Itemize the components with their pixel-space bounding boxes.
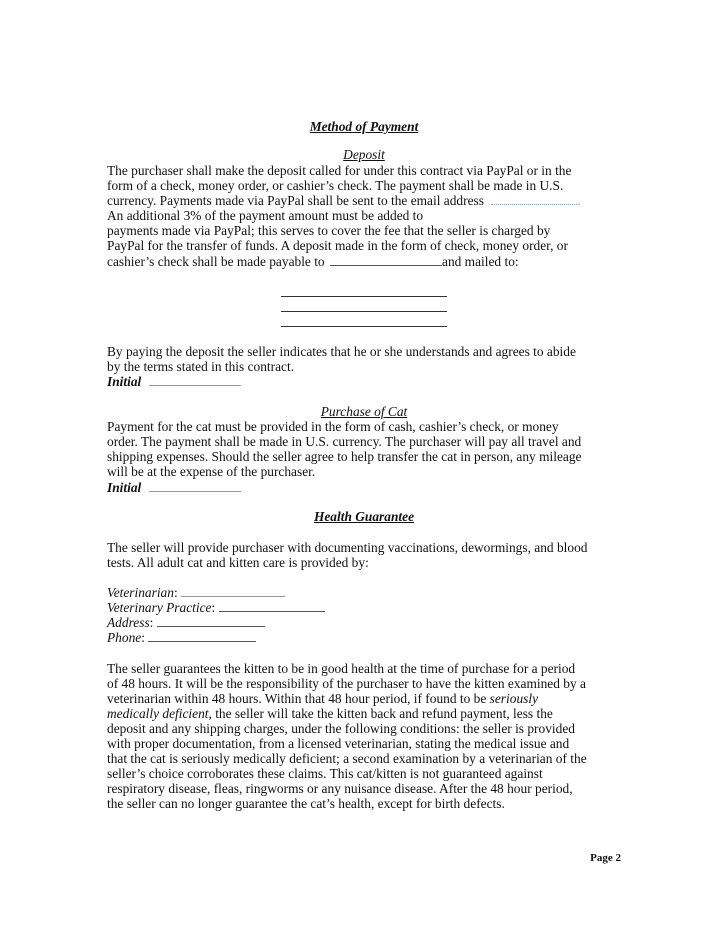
initial-blank-1[interactable] bbox=[149, 375, 241, 386]
address-label: Address bbox=[107, 615, 150, 630]
method-of-payment-heading: Method of Payment bbox=[309, 119, 419, 134]
phone-blank[interactable] bbox=[148, 631, 256, 642]
guarantee-line-4-text: , the seller will take the kitten back and refund payment, less the bbox=[208, 706, 553, 721]
purchase-line-4: will be at the expense of the purchaser. bbox=[107, 464, 316, 479]
guarantee-line-7: that the cat is seriously medically deficient; a second examination by a veterinarian of the bbox=[107, 751, 587, 766]
deposit-heading: Deposit bbox=[343, 147, 385, 162]
guarantee-line-5: deposit and any shipping charges, under the following conditions: the seller is provided bbox=[107, 721, 575, 736]
phone-field: Phone: bbox=[107, 630, 256, 645]
guarantee-line-6: with proper documentation, from a licensed veterinarian, stating the medical issue and bbox=[107, 736, 570, 751]
purchase-line-1: Payment for the cat must be provided in the form of cash, cashier’s check, or money bbox=[107, 419, 559, 434]
veterinarian-label: Veterinarian bbox=[107, 585, 174, 600]
payable-to-text: cashier’s check shall be made payable to bbox=[107, 254, 325, 269]
initial-field-1 bbox=[107, 374, 241, 389]
phone-label: Phone bbox=[107, 630, 142, 645]
mailing-address-line-3[interactable] bbox=[281, 326, 447, 327]
deposit-line-6: PayPal for the transfer of funds. A deposit made in the form of check, money order, or bbox=[107, 238, 568, 253]
guarantee-line-1: The seller guarantees the kitten to be in good health at the time of purchase for a period bbox=[107, 661, 576, 676]
veterinarian-blank[interactable] bbox=[181, 586, 285, 597]
purchase-of-cat-heading: Purchase of Cat bbox=[320, 404, 408, 419]
medically-deficient-text: medically deficient bbox=[107, 706, 209, 721]
deposit-line-7 bbox=[107, 254, 519, 269]
deposit-line-2: form of a check, money order, or cashier’s check. The payment shall be made in U.S. bbox=[107, 178, 564, 193]
guarantee-line-2: of 48 hours. It will be the responsibility of the purchaser to have the kitten examined by a bbox=[107, 676, 586, 691]
agree-line-1: By paying the deposit the seller indicates that he or she understands and agrees to abide bbox=[107, 344, 576, 359]
payable-to-blank[interactable] bbox=[330, 255, 442, 266]
guarantee-line-9: respiratory disease, fleas, ringworms or any nuisance disease. After the 48 hour period, bbox=[107, 781, 573, 796]
health-line-1: The seller will provide purchaser with documenting vaccinations, dewormings, and blood bbox=[107, 540, 588, 555]
initial-field-2 bbox=[107, 480, 241, 495]
guarantee-line-10: the seller can no longer guarantee the cat’s health, except for birth defects. bbox=[107, 796, 505, 811]
practice-blank[interactable] bbox=[219, 601, 325, 612]
deposit-line-5: payments made via PayPal; this serves to cover the fee that the seller is charged by bbox=[107, 223, 551, 238]
deposit-line-3: currency. Payments made via PayPal shall be sent to the email address . bbox=[107, 193, 581, 208]
deposit-line-4: An additional 3% of the payment amount must be added to bbox=[107, 208, 424, 223]
guarantee-line-3-text: veterinarian within 48 hours. Within that 48 hour period, if found to be bbox=[107, 691, 487, 706]
seriously-text: seriously bbox=[489, 691, 539, 706]
initial-label: Initial bbox=[107, 374, 142, 389]
mailed-to-text: and mailed to: bbox=[442, 254, 519, 269]
mailing-address-line-1[interactable] bbox=[281, 296, 447, 297]
initial-blank-2[interactable] bbox=[149, 481, 241, 492]
address-blank[interactable] bbox=[157, 616, 265, 627]
initial-label: Initial bbox=[107, 480, 142, 495]
purchase-line-3: shipping expenses. Should the seller agree to help transfer the cat in person, any mileage bbox=[107, 449, 582, 464]
practice-label: Veterinary Practice bbox=[107, 600, 212, 615]
veterinarian-field: Veterinarian: bbox=[107, 585, 285, 600]
health-guarantee-heading: Health Guarantee bbox=[313, 509, 415, 524]
mailing-address-line-2[interactable] bbox=[281, 311, 447, 312]
health-line-2: tests. All adult cat and kitten care is provided by: bbox=[107, 555, 369, 570]
guarantee-line-8: seller’s choice corroborates these claims. This cat/kitten is not guaranteed against bbox=[107, 766, 543, 781]
guarantee-line-4 bbox=[107, 706, 553, 721]
address-field: Address: bbox=[107, 615, 265, 630]
email-address-blank[interactable] bbox=[491, 194, 577, 205]
agree-line-2: by the terms stated in this contract. bbox=[107, 359, 295, 374]
purchase-line-2: order. The payment shall be made in U.S. currency. The purchaser will pay all travel and bbox=[107, 434, 582, 449]
deposit-line-1: The purchaser shall make the deposit called for under this contract via PayPal or in the bbox=[107, 163, 572, 178]
deposit-line-3-text: currency. Payments made via PayPal shall be sent to the email address bbox=[107, 193, 484, 208]
guarantee-line-3 bbox=[107, 691, 538, 706]
page-number: Page 2 bbox=[590, 852, 621, 864]
practice-field: Veterinary Practice: bbox=[107, 600, 325, 615]
